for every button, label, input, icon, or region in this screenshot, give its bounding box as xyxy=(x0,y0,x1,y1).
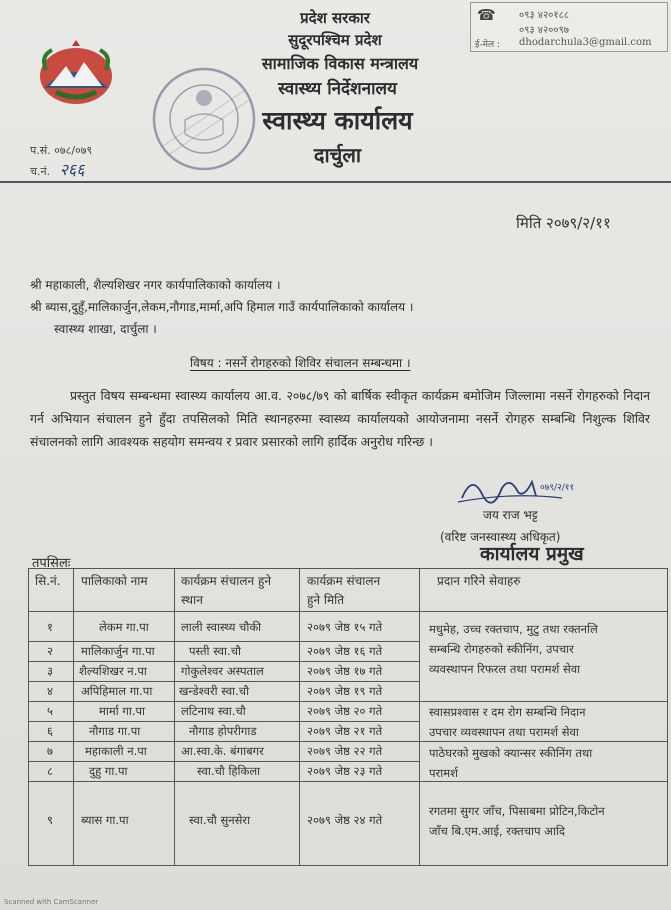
row-date: २०७९ जेष्ठ १६ गते xyxy=(307,644,383,658)
letterhead-directorate: स्वास्थ्य निर्देशनालय xyxy=(278,79,397,99)
row-date: २०७९ जेष्ठ २० गते xyxy=(307,704,383,718)
row-palika: मार्मा गा.पा xyxy=(99,704,145,718)
header-services: प्रदान गरिने सेवाहरु xyxy=(437,574,521,588)
service-block xyxy=(429,702,585,742)
table-row-divider xyxy=(29,681,419,682)
service-line: पाठेघरको मुखको क्यान्सर स्कीनिंग तथा xyxy=(429,746,593,760)
service-line: परामर्श xyxy=(429,766,458,780)
row-sn: ६ xyxy=(47,724,53,738)
letterhead-office: स्वास्थ्य कार्यालय xyxy=(262,106,413,135)
row-palika: दुहु गा.पा xyxy=(89,764,128,778)
service-line: सम्बन्धि रोगहरुको स्कीनिंग, उपचार xyxy=(429,642,574,656)
table-row-divider xyxy=(29,721,419,722)
header-date: हुने मिति xyxy=(307,593,345,607)
row-place: लाली स्वास्थ्य चौकी xyxy=(181,620,262,634)
row-date: २०७९ जेष्ठ २३ गते xyxy=(307,764,383,778)
service-line: उपचार व्यवस्थापन तथा परामर्श सेवा xyxy=(429,725,579,739)
camp-schedule-table xyxy=(28,568,668,866)
row-palika: नौगाड गा.पा xyxy=(89,724,141,738)
nepal-emblem-icon xyxy=(36,36,116,108)
addressee-line: श्री महाकाली, शैल्यशिखर नगर कार्यपालिकाको कार्यालय । xyxy=(30,278,281,292)
service-block xyxy=(429,619,598,679)
header-place: कार्यक्रम संचालन हुने xyxy=(181,574,271,588)
office-head-label: कार्यालय प्रमुख xyxy=(480,543,584,565)
service-block xyxy=(429,743,592,783)
table-column-divider xyxy=(299,569,300,865)
row-place: गोकुलेश्वर अस्पताल xyxy=(181,664,264,678)
tapsil-label: तपसिलः xyxy=(32,556,71,571)
service-line: जाँच बि.एम.आई, रक्तचाप आदि xyxy=(429,824,566,838)
email-address: dhodarchula3@gmail.com xyxy=(519,37,652,48)
letterhead-province: सुदूरपश्चिम प्रदेश xyxy=(288,31,382,49)
row-palika: अपिहिमाल गा.पा xyxy=(81,684,153,698)
letterhead-government: प्रदेश सरकार xyxy=(300,9,370,27)
table-column-divider xyxy=(174,569,175,865)
phone-number: ०९३ ४२००९७ xyxy=(519,25,569,36)
row-date: २०७९ जेष्ठ १९ गते xyxy=(307,684,383,698)
row-palika: शैल्यशिखर न.पा xyxy=(79,664,147,678)
letterhead-ministry: सामाजिक विकास मन्त्रालय xyxy=(261,54,419,73)
row-palika: ब्यास गा.पा xyxy=(81,813,129,827)
row-sn: ९ xyxy=(47,813,53,827)
header-palika: पालिकाको नाम xyxy=(81,574,148,588)
row-sn: ७ xyxy=(47,744,53,758)
contact-box xyxy=(470,2,668,52)
phone-number: ०९३ ४२०१८८ xyxy=(519,10,569,21)
row-sn: १ xyxy=(47,620,53,634)
signature-date: ०७९/२/११ xyxy=(540,483,575,493)
addressee-line: स्वास्थ्य शाखा, दार्चुला । xyxy=(54,322,157,336)
row-sn: ८ xyxy=(47,764,53,778)
addressee-line: श्री ब्यास,दुहुँ,मालिकार्जुन,लेकम,नौगाड,मार्मा,अपि हिमाल गाउँ कार्यपालिकाको कार्यालय । xyxy=(30,300,414,314)
row-sn: २ xyxy=(47,644,53,658)
letter-subject: विषय : नसर्ने रोगहरुको शिविर संचालन सम्बन्धमा । xyxy=(190,356,411,370)
row-palika: महाकाली न.पा xyxy=(85,744,147,758)
table-row-divider xyxy=(29,761,419,762)
table-header-divider xyxy=(29,611,667,612)
signatory-title: (वरिष्ट जनस्वास्थ्य अधिकृत) xyxy=(440,530,561,544)
chalani-value: २६६ xyxy=(59,160,85,179)
letter-date: मिति २०७९/२/११ xyxy=(516,214,611,232)
row-sn: ४ xyxy=(47,684,53,698)
letter-body: प्रस्तुत विषय सम्बन्धमा स्वास्थ्य कार्यालय आ.व. २०७८/७९ को बार्षिक स्वीकृत कार्यक्रम बमोजिम जिल्लामा नसर्ने रोगहरुको निदान गर्न अभियान संचालन हुने हुँदा तपसिलको मिति स्थानहरुमा स्वास्थ्य कार्यालयको आयोजनामा नसर्ने रोगहरु सम्बन्धि निशुल्क शिविर संचालनको लागि आवश्यक सहयोग समन्वय र प्रवार प्रसारको लागि हार्दिक अनुरोध गरिन्छ । xyxy=(30,388,650,449)
row-date: २०७९ जेष्ठ २१ गते xyxy=(307,724,383,738)
row-sn: ३ xyxy=(47,664,53,678)
table-column-divider xyxy=(73,569,74,865)
table-row-divider xyxy=(29,661,419,662)
letter-chalani-number xyxy=(30,158,85,180)
service-line: मधुमेह, उच्च रक्तचाप, मुटु तथा रक्तनलि xyxy=(429,622,598,636)
service-line: व्यवस्थापन रिफरल तथा परामर्श सेवा xyxy=(429,662,581,676)
table-row-divider xyxy=(29,641,419,642)
scanner-watermark: Scanned with CamScanner xyxy=(4,898,99,906)
signatory-name: जय राज भट्ट xyxy=(483,508,538,522)
header-divider xyxy=(0,181,671,183)
email-label: ई-मेल : xyxy=(475,40,501,50)
row-place: लटिनाथ स्वा.चौ xyxy=(181,704,246,718)
row-place: आ.स्वा.के. बंगाबगर xyxy=(181,744,264,758)
header-date: कार्यक्रम संचालन xyxy=(307,574,381,588)
row-place: पस्ती स्वा.चौ xyxy=(189,644,241,658)
service-line: रगतमा सुगर जाँच, पिसाबमा प्रोटिन,किटोन xyxy=(429,804,605,818)
row-date: २०७९ जेष्ठ १७ गते xyxy=(307,664,383,678)
letterhead-district: दार्चुला xyxy=(313,143,362,167)
row-place: खन्डेश्वरी स्वा.चौ xyxy=(179,684,250,698)
row-palika: लेकम गा.पा xyxy=(99,620,149,634)
row-date: २०७९ जेष्ठ २४ गते xyxy=(307,813,383,827)
chalani-label: च.नं. xyxy=(30,165,51,178)
letter-ps-number: प.सं. ०७८/०७९ xyxy=(30,144,93,157)
row-date: २०७९ जेष्ठ २२ गते xyxy=(307,744,383,758)
row-date: २०७९ जेष्ठ १५ गते xyxy=(307,620,383,634)
service-block xyxy=(429,801,605,841)
row-place: नौगाड होपरीगाड xyxy=(189,724,257,738)
header-sn: सि.नं. xyxy=(35,574,61,588)
header-place: स्थान xyxy=(181,593,203,607)
table-column-divider xyxy=(419,569,420,865)
row-place: स्वा.चौ सुनसेरा xyxy=(189,813,251,827)
row-palika: मालिकार्जुन गा.पा xyxy=(81,644,155,658)
row-place: स्वा.चौ हिकिला xyxy=(197,764,261,778)
row-sn: ५ xyxy=(47,704,53,718)
telephone-icon: ☎ xyxy=(477,6,496,24)
service-line: स्वासप्रश्वास र दम रोग सम्बन्धि निदान xyxy=(429,705,586,719)
